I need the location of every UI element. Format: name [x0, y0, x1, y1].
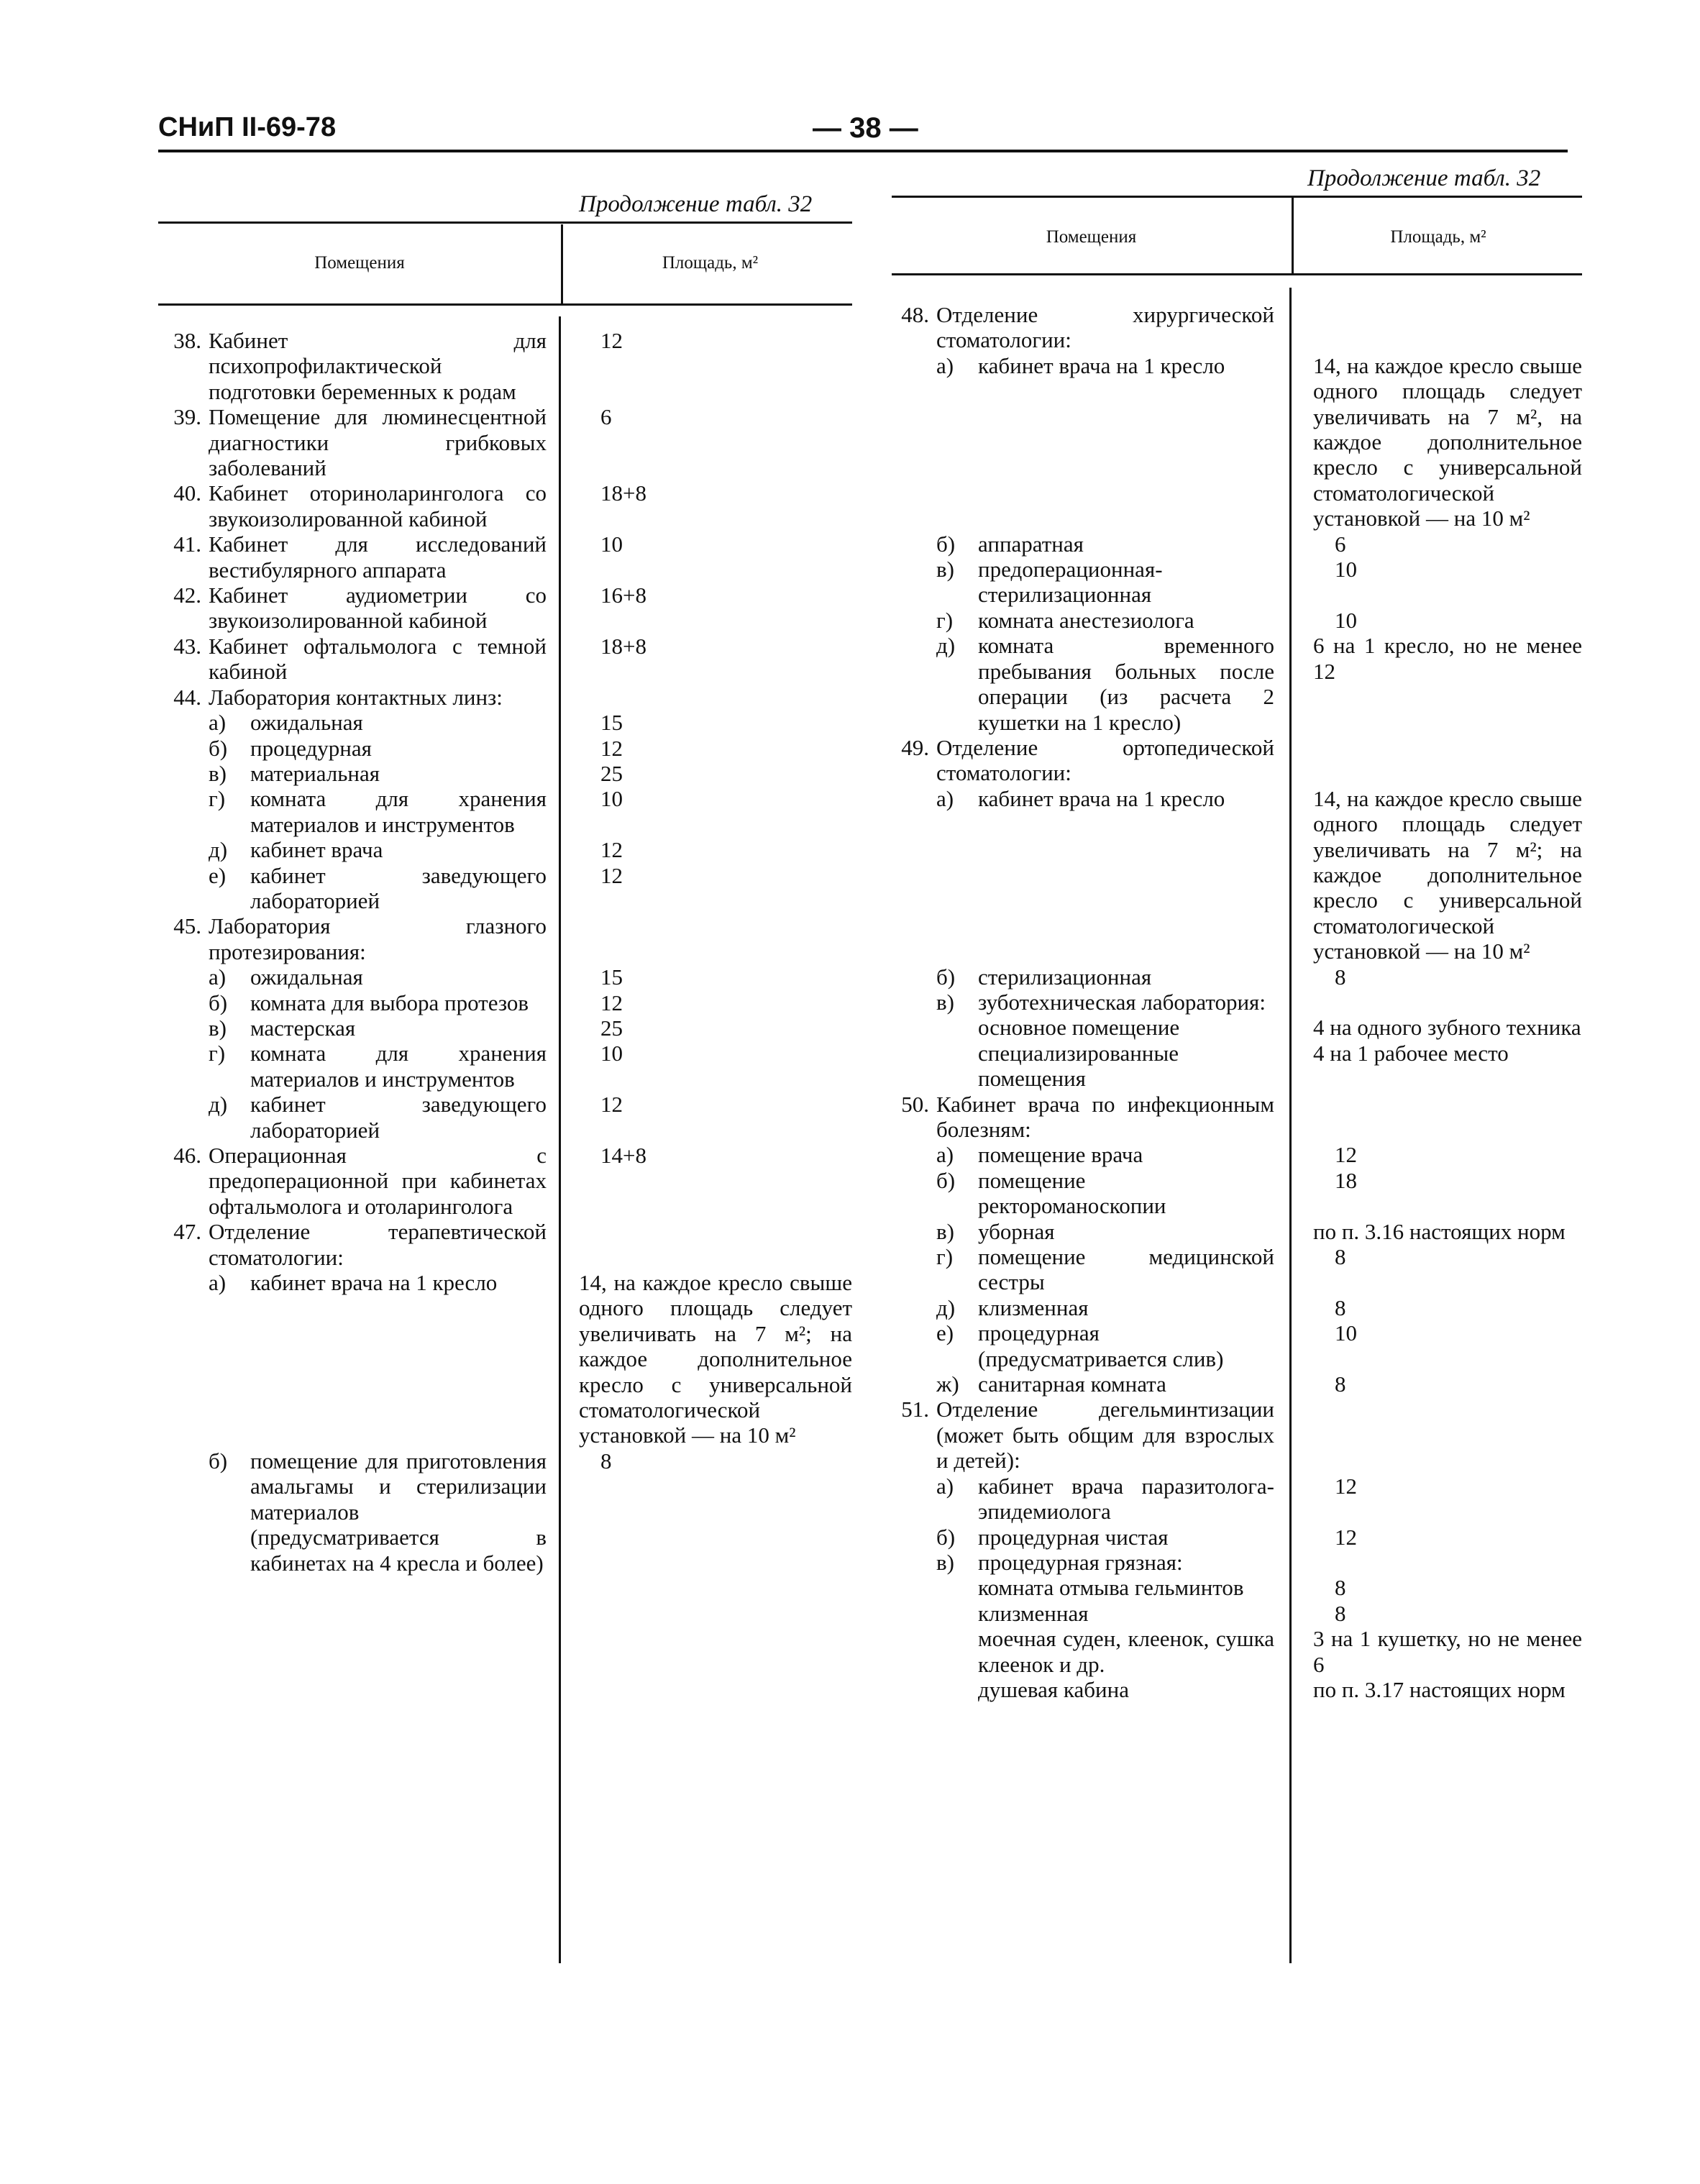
row-number	[886, 1473, 936, 1525]
table-row	[886, 1320, 1582, 1371]
row-area-value: 8	[600, 1448, 612, 1473]
row-number	[886, 1244, 936, 1295]
row-sub-letter	[936, 1677, 978, 1702]
row-room-name: Кабинет врача по инфекционным болезням:	[936, 1091, 1274, 1142]
row-room-name: Кабинет офтальмолога с темной кабиной	[209, 633, 547, 685]
row-number	[158, 837, 209, 862]
row-room-name: помещение медицинской сестры	[978, 1244, 1274, 1295]
row-sub-letter: в)	[209, 760, 227, 786]
table-row	[886, 735, 1582, 786]
row-area-value: 10	[600, 786, 623, 812]
row-room-name: кабинет врача паразитолога-эпидемиолога	[978, 1473, 1274, 1525]
row-room-name: Кабинет оториноларинголога со звукоизолированной кабиной	[209, 480, 547, 531]
row-area-value: 12	[600, 1092, 623, 1118]
table-row	[158, 531, 853, 582]
right-table-body	[886, 302, 1582, 1702]
row-sub-letter: в)	[936, 989, 954, 1015]
row-room-name: зуботехническая лаборатория:	[978, 989, 1266, 1015]
row-number: 48.	[901, 302, 929, 327]
row-sub-letter: б)	[209, 1448, 228, 1473]
row-room-name: уборная	[978, 1218, 1055, 1244]
table-row	[886, 608, 1582, 633]
row-room-name: Кабинет для психопрофилактической подготовки беременных к родам	[209, 328, 547, 404]
row-room-name: комната для хранения материалов и инструментов	[250, 786, 547, 837]
row-sub-letter: г)	[936, 1244, 954, 1270]
table-row	[158, 1041, 853, 1092]
row-area-value: 25	[600, 760, 623, 786]
row-room-name: комната для хранения материалов и инструментов	[250, 1041, 547, 1092]
row-room-name: процедурная	[250, 735, 372, 761]
table-row	[158, 1092, 853, 1143]
table-row	[886, 1677, 1582, 1702]
row-area-value: 12	[1335, 1473, 1357, 1499]
table-row	[158, 582, 853, 634]
table-row	[886, 531, 1582, 557]
row-room-name: Лаборатория контактных линз:	[209, 684, 503, 710]
row-area-value: 12	[600, 837, 623, 863]
row-area-value: 6	[1335, 531, 1346, 557]
row-sub-letter: б)	[209, 990, 228, 1015]
row-sub-letter: г)	[209, 1041, 226, 1066]
row-area-value: 3 на 1 кушетку, но не менее 6	[1313, 1626, 1582, 1677]
row-room-name: Кабинет для исследований вестибулярного аппарата	[209, 531, 547, 582]
row-number	[886, 531, 936, 557]
row-sub-letter: а)	[936, 1473, 954, 1499]
row-area-value: 14, на каждое кресло свыше одного площадь следует увеличивать на 7 м²; на каждое дополнительное кресло с универсальной стоматологической установкой — на 10 м²	[1313, 785, 1582, 964]
row-sub-letter: а)	[936, 1142, 954, 1168]
row-number	[158, 736, 209, 761]
row-number	[158, 710, 209, 735]
table-row	[886, 557, 1582, 608]
row-number: 39.	[173, 404, 201, 430]
table-row	[886, 964, 1582, 990]
row-area-value: 10	[1335, 557, 1357, 582]
row-sub-letter: г)	[936, 607, 954, 633]
row-area-value: 16+8	[600, 582, 646, 608]
table-row	[886, 302, 1582, 353]
row-area-value	[579, 913, 852, 964]
row-room-name: комната временного пребывания больных после операции (из расчета 2 кушетки на 1 кресло)	[978, 633, 1274, 735]
right-col-header-rooms: Помещения	[1046, 227, 1137, 247]
row-number	[158, 1092, 209, 1143]
row-number: 49.	[901, 734, 929, 760]
table-row	[158, 1219, 853, 1270]
row-number	[886, 1142, 936, 1167]
row-room-name: аппаратная	[978, 531, 1084, 557]
row-number	[158, 1015, 209, 1041]
row-area-value: 10	[1335, 607, 1357, 633]
row-number	[158, 1448, 209, 1576]
table-row	[886, 1219, 1582, 1244]
table-row	[158, 328, 853, 404]
row-sub-letter: а)	[209, 710, 227, 736]
row-sub-letter: д)	[936, 633, 956, 659]
row-sub-letter: е)	[936, 1320, 954, 1346]
row-sub-letter: а)	[209, 964, 227, 990]
row-number	[158, 786, 209, 837]
table-row	[158, 736, 853, 761]
row-room-name: санитарная комната	[978, 1371, 1166, 1397]
row-area-value	[1313, 990, 1582, 1015]
row-number: 43.	[173, 633, 201, 659]
row-area-value: 8	[1335, 1600, 1346, 1626]
row-number	[158, 863, 209, 914]
row-room-name: моечная суден, клеенок, сушка клеенок и др.	[978, 1626, 1274, 1677]
row-area-value	[1313, 735, 1582, 786]
left-table-body	[158, 328, 853, 1576]
row-room-name: Отделение дегельминтизации (может быть общим для взрослых и детей):	[936, 1397, 1274, 1473]
row-sub-letter: б)	[936, 1167, 956, 1193]
row-number	[886, 990, 936, 1015]
row-number	[886, 1371, 936, 1397]
row-sub-letter: а)	[936, 352, 954, 378]
row-area-value: 8	[1335, 1244, 1346, 1270]
table-row	[886, 1473, 1582, 1525]
table-row	[886, 1295, 1582, 1320]
row-room-name: клизменная	[978, 1294, 1089, 1320]
row-number	[158, 1270, 209, 1448]
table-row	[886, 1397, 1582, 1473]
left-col-header-rooms: Помещения	[314, 253, 405, 273]
row-number	[886, 786, 936, 964]
row-room-name: кабинет врача на 1 кресло	[978, 352, 1225, 378]
row-area-value: 4 на 1 рабочее место	[1313, 1040, 1509, 1066]
row-sub-letter	[936, 1601, 978, 1626]
row-sub-letter: в)	[936, 557, 954, 582]
row-area-value: 12	[600, 328, 623, 353]
row-number	[158, 964, 209, 990]
row-room-name: мастерская	[250, 1015, 356, 1041]
row-area-value	[579, 1219, 852, 1270]
row-sub-letter: а)	[936, 785, 954, 811]
row-number: 50.	[901, 1091, 929, 1117]
document-code: СНиП II-69-78	[158, 112, 337, 142]
row-room-name: процедурная чистая	[978, 1524, 1169, 1550]
row-room-name: клизменная	[978, 1600, 1089, 1626]
row-sub-letter: д)	[209, 1092, 228, 1118]
table-row	[886, 786, 1582, 964]
row-area-value: 10	[1335, 1320, 1357, 1346]
row-room-name: Отделение ортопедической стоматологии:	[936, 734, 1274, 786]
row-number: 42.	[173, 582, 201, 608]
row-area-value	[1313, 1550, 1582, 1575]
row-number	[886, 557, 936, 608]
row-sub-letter: ж)	[936, 1371, 959, 1397]
header-rule	[158, 150, 1568, 152]
row-area-value	[1313, 1397, 1582, 1473]
row-area-value: 8	[1335, 1294, 1346, 1320]
row-area-value: по п. 3.16 настоящих норм	[1313, 1218, 1566, 1244]
row-area-value: 14+8	[600, 1143, 646, 1168]
row-number	[886, 1015, 936, 1040]
right-col-header-area: Площадь, м²	[1390, 227, 1486, 247]
row-sub-letter	[936, 1575, 978, 1600]
table-row	[158, 1015, 853, 1041]
row-sub-letter: б)	[936, 964, 956, 990]
row-area-value: 8	[1335, 1371, 1346, 1397]
row-number: 47.	[173, 1219, 201, 1245]
table-row	[886, 1142, 1582, 1167]
row-area-value: 18+8	[600, 480, 646, 506]
row-room-name: помещение врача	[978, 1142, 1143, 1168]
table-row	[886, 1092, 1582, 1143]
left-continuation-caption: Продолжение табл. 32	[579, 191, 813, 217]
table-row	[886, 1575, 1582, 1600]
table-row	[886, 1371, 1582, 1397]
row-area-value: 15	[600, 964, 623, 990]
row-sub-letter: б)	[936, 1524, 956, 1550]
row-sub-letter: в)	[209, 1015, 227, 1041]
row-area-value: 25	[600, 1015, 623, 1041]
table-row	[886, 1168, 1582, 1219]
right-continuation-caption: Продолжение табл. 32	[1307, 165, 1541, 191]
table-row	[886, 1015, 1582, 1040]
row-sub-letter: б)	[209, 735, 228, 761]
table-row	[886, 990, 1582, 1015]
row-sub-letter	[936, 1015, 978, 1040]
table-row	[158, 990, 853, 1015]
row-room-name: стерилизационная	[978, 964, 1152, 990]
row-number	[158, 761, 209, 786]
row-room-name: помещение ректороманоскопии	[978, 1167, 1166, 1219]
row-area-value: 6 на 1 кресло, но не менее 12	[1313, 633, 1582, 684]
row-area-value	[1313, 302, 1582, 353]
row-room-name: процедурная (предусматривается слив)	[978, 1320, 1224, 1371]
row-number	[886, 1525, 936, 1550]
table-row	[158, 1270, 853, 1448]
row-area-value: 14, на каждое кресло свыше одного площадь следует увеличивать на 7 м², на каждое дополнительное кресло с универсальной стоматологической установкой — на 10 м²	[1313, 352, 1582, 531]
table-row	[158, 837, 853, 862]
row-number: 51.	[901, 1397, 929, 1422]
left-header-bottom-rule	[158, 303, 852, 306]
row-number: 45.	[173, 913, 201, 939]
row-room-name: Лаборатория глазного протезирования:	[209, 913, 547, 964]
row-room-name: ожидальная	[250, 964, 363, 990]
row-room-name: кабинет врача на 1 кресло	[978, 785, 1225, 811]
table-row	[886, 353, 1582, 531]
row-number: 38.	[173, 328, 201, 353]
row-area-value: 12	[600, 990, 623, 1015]
row-area-value: 12	[600, 735, 623, 761]
row-number	[886, 1320, 936, 1371]
row-room-name: комната отмыва гельминтов	[978, 1575, 1244, 1601]
row-area-value: 18+8	[600, 633, 646, 659]
table-row	[886, 1525, 1582, 1550]
row-number	[886, 353, 936, 531]
row-room-name: Отделение хирургической стоматологии:	[936, 302, 1274, 353]
table-row	[886, 633, 1582, 735]
row-number	[886, 1295, 936, 1320]
row-room-name: помещение для приготовления амальгамы и стерилизации материалов (предусматривается в кабинетах на 4 кресла и более)	[250, 1448, 547, 1576]
row-area-value: 12	[1335, 1524, 1357, 1550]
row-room-name: основное помещение	[978, 1015, 1180, 1041]
row-number: 44.	[173, 684, 201, 710]
row-area-value	[579, 685, 852, 710]
row-sub-letter	[936, 1626, 978, 1677]
left-table-top-rule	[158, 221, 852, 224]
table-row	[886, 1626, 1582, 1677]
row-number: 40.	[173, 480, 201, 506]
row-area-value: 15	[600, 710, 623, 736]
row-number: 41.	[173, 531, 201, 557]
row-room-name: ожидальная	[250, 710, 363, 736]
table-row	[158, 480, 853, 531]
left-header-divider	[561, 224, 563, 303]
row-number	[886, 1601, 936, 1626]
row-room-name: специализированные помещения	[978, 1040, 1179, 1092]
right-header-bottom-rule	[892, 273, 1582, 275]
row-area-value: 6	[600, 404, 612, 430]
row-number	[886, 1677, 936, 1702]
row-sub-letter: г)	[209, 786, 226, 812]
row-number	[886, 1168, 936, 1219]
row-room-name: кабинет заведующего лабораторией	[250, 862, 547, 913]
row-area-value: по п. 3.17 настоящих норм	[1313, 1676, 1566, 1702]
row-room-name: Помещение для люминесцентной диагностики грибковых заболеваний	[209, 404, 547, 481]
row-number	[886, 1575, 936, 1600]
table-row	[158, 710, 853, 735]
row-number	[158, 990, 209, 1015]
row-area-value: 12	[1335, 1142, 1357, 1168]
table-row	[158, 1143, 853, 1219]
table-row	[158, 1448, 853, 1576]
table-row	[886, 1244, 1582, 1295]
row-room-name: кабинет врача на 1 кресло	[250, 1270, 498, 1296]
row-sub-letter: в)	[936, 1218, 954, 1244]
row-room-name: процедурная грязная:	[978, 1549, 1183, 1575]
page-number: — 38 —	[813, 112, 918, 144]
table-row	[158, 685, 853, 710]
row-number	[886, 633, 936, 735]
row-number	[886, 1041, 936, 1092]
left-col-header-area: Площадь, м²	[662, 253, 759, 273]
row-sub-letter: а)	[209, 1270, 227, 1296]
row-number	[886, 964, 936, 990]
row-sub-letter: в)	[936, 1549, 954, 1575]
table-row	[158, 634, 853, 685]
table-row	[158, 863, 853, 914]
row-number	[158, 1041, 209, 1092]
row-room-name: кабинет заведующего лабораторией	[250, 1092, 547, 1143]
row-number	[886, 1550, 936, 1575]
right-header-divider	[1292, 198, 1294, 273]
table-row	[886, 1041, 1582, 1092]
row-number	[886, 608, 936, 633]
table-row	[158, 786, 853, 837]
row-area-value: 10	[600, 531, 623, 557]
row-room-name: душевая кабина	[978, 1676, 1129, 1702]
table-row	[158, 913, 853, 964]
row-number: 46.	[173, 1143, 201, 1168]
row-area-value: 4 на одного зубного техника	[1313, 1015, 1581, 1041]
row-area-value	[1313, 1092, 1582, 1143]
row-sub-letter: д)	[936, 1294, 956, 1320]
row-room-name: Кабинет аудиометрии со звукоизолированной кабиной	[209, 582, 547, 634]
row-room-name: комната анестезиолога	[978, 607, 1194, 633]
row-number	[886, 1219, 936, 1244]
row-area-value: 8	[1335, 964, 1346, 990]
table-row	[158, 404, 853, 480]
table-row	[886, 1601, 1582, 1626]
row-sub-letter: д)	[209, 837, 228, 863]
row-area-value: 10	[600, 1041, 623, 1066]
row-room-name: предоперационная-стерилизационная	[978, 557, 1163, 608]
row-sub-letter: б)	[936, 531, 956, 557]
row-area-value: 14, на каждое кресло свыше одного площадь следует увеличивать на 7 м²; на каждое дополнительное кресло с универсальной стоматологической установкой — на 10 м²	[579, 1270, 852, 1448]
row-room-name: комната для выбора протезов	[250, 990, 529, 1015]
row-area-value: 18	[1335, 1167, 1357, 1193]
table-row	[158, 761, 853, 786]
row-room-name: материальная	[250, 760, 380, 786]
table-row	[886, 1550, 1582, 1575]
row-number	[886, 1626, 936, 1677]
row-sub-letter	[936, 1041, 978, 1092]
row-sub-letter: е)	[209, 862, 227, 888]
row-room-name: Операционная с предоперационной при кабинетах офтальмолога и отоларинголога	[209, 1143, 547, 1219]
row-area-value: 8	[1335, 1575, 1346, 1601]
right-table-top-rule	[892, 196, 1582, 198]
table-row	[158, 964, 853, 990]
row-room-name: Отделение терапевтической стоматологии:	[209, 1219, 547, 1270]
row-area-value: 12	[600, 862, 623, 888]
row-room-name: кабинет врача	[250, 837, 383, 863]
